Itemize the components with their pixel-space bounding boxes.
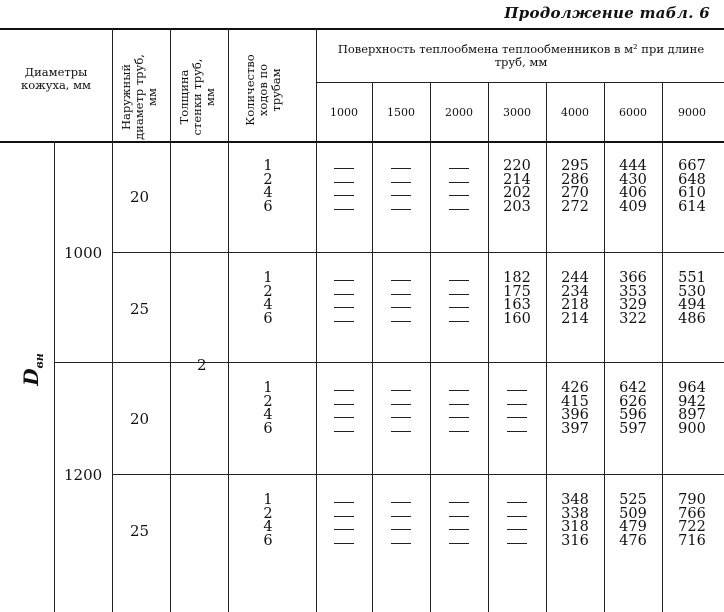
empty-cell-dash	[334, 502, 354, 503]
surface-value: 642	[619, 380, 647, 396]
empty-cell-dash	[449, 417, 469, 418]
surface-value: 766	[678, 505, 706, 522]
length-header-6000: 6000	[619, 106, 647, 119]
empty-cell-dash	[449, 307, 469, 308]
surface-value: 366	[619, 270, 647, 286]
empty-cell-dash	[334, 182, 354, 183]
surface-value: 494	[678, 297, 706, 313]
empty-cell-dash	[334, 294, 354, 295]
surface-value: 214	[503, 171, 531, 188]
surface-value: 530	[678, 283, 706, 300]
length-header-2000: 2000	[445, 106, 473, 119]
empty-cell-dash	[334, 168, 354, 169]
empty-cell-dash	[449, 390, 469, 391]
surface-value: 329	[619, 297, 647, 313]
empty-cell-dash	[449, 168, 469, 169]
length-header-1500: 1500	[387, 106, 415, 119]
surface-value: 318	[561, 519, 589, 535]
length-header-9000: 9000	[678, 106, 706, 119]
surface-value: 203	[503, 198, 531, 215]
empty-cell-dash	[391, 404, 411, 405]
passes-value: 4	[263, 519, 273, 535]
tube-diameter: 20	[130, 188, 150, 206]
passes-value: 4	[263, 185, 273, 201]
surface-value: 722	[678, 519, 706, 535]
surface-value: 272	[561, 198, 589, 215]
empty-cell-dash	[334, 529, 354, 530]
empty-cell-dash	[334, 195, 354, 196]
tube-diameter: 20	[130, 410, 150, 428]
surface-value: 444	[619, 158, 647, 174]
surface-value: 430	[619, 171, 647, 188]
surface-value: 790	[678, 492, 706, 508]
surface-value: 218	[561, 297, 589, 313]
length-header-4000: 4000	[561, 106, 589, 119]
dvn-subscript: вн	[32, 353, 46, 369]
passes-value: 6	[263, 532, 273, 549]
empty-cell-dash	[391, 209, 411, 210]
passes-value: 2	[263, 393, 273, 410]
empty-cell-dash	[334, 404, 354, 405]
header-bottom-rule	[0, 141, 724, 143]
surface-value: 270	[561, 185, 589, 201]
empty-cell-dash	[449, 182, 469, 183]
passes-value: 1	[263, 158, 273, 174]
passes-value: 2	[263, 505, 273, 522]
surface-value: 942	[678, 393, 706, 410]
surface-value: 202	[503, 185, 531, 201]
col-divider-passes	[228, 28, 229, 612]
surface-value: 964	[678, 380, 706, 396]
surface-value: 426	[561, 380, 589, 396]
empty-cell-dash	[449, 516, 469, 517]
surface-value: 234	[561, 283, 589, 300]
empty-cell-dash	[334, 543, 354, 544]
surface-value: 900	[678, 420, 706, 437]
surface-value: 409	[619, 198, 647, 215]
surface-value: 551	[678, 270, 706, 286]
col-divider-2000	[430, 82, 431, 612]
tube-diameter: 25	[130, 300, 150, 318]
wall-value: 2	[197, 356, 207, 374]
surface-value: 316	[561, 532, 589, 549]
header-outer-diameter: Наружный диаметр труб, мм	[119, 54, 159, 140]
group-divider-3	[112, 474, 724, 475]
surface-value: 626	[619, 393, 647, 410]
length-header-1000: 1000	[330, 106, 358, 119]
empty-cell-dash	[391, 195, 411, 196]
passes-value: 6	[263, 198, 273, 215]
empty-cell-dash	[507, 390, 527, 391]
header-passes: Количество ходов по трубам	[243, 54, 283, 126]
empty-cell-dash	[391, 431, 411, 432]
header-casing-diameter: Диаметры кожуха, мм	[21, 65, 91, 92]
surface-value: 479	[619, 519, 647, 535]
surface-value: 597	[619, 420, 647, 437]
col-divider-tube	[112, 141, 113, 612]
surface-value: 509	[619, 505, 647, 522]
surface-value: 476	[619, 532, 647, 549]
header-wall-thickness: Толщина стенки труб, мм	[177, 58, 217, 136]
surface-value: 397	[561, 420, 589, 437]
empty-cell-dash	[391, 182, 411, 183]
surface-value: 716	[678, 532, 706, 549]
empty-cell-dash	[449, 543, 469, 544]
dvn-label	[19, 353, 46, 386]
empty-cell-dash	[334, 321, 354, 322]
empty-cell-dash	[334, 280, 354, 281]
col-divider-9000	[662, 82, 663, 612]
dvn-letter: D	[18, 368, 43, 386]
surface-value: 353	[619, 283, 647, 300]
empty-cell-dash	[391, 321, 411, 322]
empty-cell-dash	[334, 307, 354, 308]
header-surface: Поверхность теплообмена теплообменников в м² при длине труб, мм	[337, 42, 705, 69]
empty-cell-dash	[391, 502, 411, 503]
casing-diameter: 1000	[64, 244, 103, 262]
col-divider-wall	[170, 28, 171, 612]
group-divider-casing	[54, 362, 724, 363]
empty-cell-dash	[391, 307, 411, 308]
surface-value: 614	[678, 198, 706, 215]
empty-cell-dash	[391, 529, 411, 530]
passes-value: 4	[263, 297, 273, 313]
empty-cell-dash	[449, 404, 469, 405]
empty-cell-dash	[449, 529, 469, 530]
table-caption: Продолжение табл. 6	[504, 4, 710, 22]
surface-value: 348	[561, 492, 589, 508]
surface-value: 214	[561, 310, 589, 327]
surface-value: 322	[619, 310, 647, 327]
passes-value: 2	[263, 171, 273, 188]
passes-value: 1	[263, 380, 273, 396]
surface-value: 486	[678, 310, 706, 327]
empty-cell-dash	[507, 431, 527, 432]
empty-cell-dash	[449, 294, 469, 295]
surface-value: 525	[619, 492, 647, 508]
surface-value: 163	[503, 297, 531, 313]
empty-cell-dash	[449, 280, 469, 281]
empty-cell-dash	[449, 431, 469, 432]
passes-value: 4	[263, 407, 273, 423]
surface-value: 220	[503, 158, 531, 174]
surface-value: 406	[619, 185, 647, 201]
surface-value: 160	[503, 310, 531, 327]
empty-cell-dash	[449, 195, 469, 196]
empty-cell-dash	[507, 516, 527, 517]
surface-value: 897	[678, 407, 706, 423]
surface-value: 648	[678, 171, 706, 188]
col-divider-casing-header	[112, 28, 113, 142]
empty-cell-dash	[391, 294, 411, 295]
surface-value: 415	[561, 393, 589, 410]
col-divider-dvn	[54, 141, 55, 612]
surface-value: 244	[561, 270, 589, 286]
surface-value: 596	[619, 407, 647, 423]
empty-cell-dash	[334, 516, 354, 517]
empty-cell-dash	[391, 516, 411, 517]
empty-cell-dash	[507, 502, 527, 503]
surface-value: 667	[678, 158, 706, 174]
length-header-3000: 3000	[503, 106, 531, 119]
empty-cell-dash	[449, 321, 469, 322]
surface-value: 175	[503, 283, 531, 300]
col-divider-6000	[604, 82, 605, 612]
passes-value: 6	[263, 420, 273, 437]
surface-value: 338	[561, 505, 589, 522]
surface-value: 610	[678, 185, 706, 201]
empty-cell-dash	[507, 404, 527, 405]
col-divider-4000	[546, 82, 547, 612]
empty-cell-dash	[334, 417, 354, 418]
col-divider-1500	[372, 82, 373, 612]
surface-value: 182	[503, 270, 531, 286]
empty-cell-dash	[334, 431, 354, 432]
passes-value: 1	[263, 492, 273, 508]
passes-value: 2	[263, 283, 273, 300]
col-divider-3000	[488, 82, 489, 612]
top-rule	[0, 28, 724, 30]
surface-value: 295	[561, 158, 589, 174]
tube-diameter: 25	[130, 522, 150, 540]
passes-value: 1	[263, 270, 273, 286]
empty-cell-dash	[391, 543, 411, 544]
empty-cell-dash	[391, 280, 411, 281]
empty-cell-dash	[334, 390, 354, 391]
group-divider-1	[112, 252, 724, 253]
empty-cell-dash	[391, 390, 411, 391]
surface-value: 286	[561, 171, 589, 188]
empty-cell-dash	[391, 417, 411, 418]
empty-cell-dash	[334, 209, 354, 210]
empty-cell-dash	[507, 417, 527, 418]
empty-cell-dash	[507, 543, 527, 544]
empty-cell-dash	[391, 168, 411, 169]
passes-value: 6	[263, 310, 273, 327]
empty-cell-dash	[449, 209, 469, 210]
empty-cell-dash	[449, 502, 469, 503]
empty-cell-dash	[507, 529, 527, 530]
casing-diameter: 1200	[64, 466, 103, 484]
surface-value: 396	[561, 407, 589, 423]
